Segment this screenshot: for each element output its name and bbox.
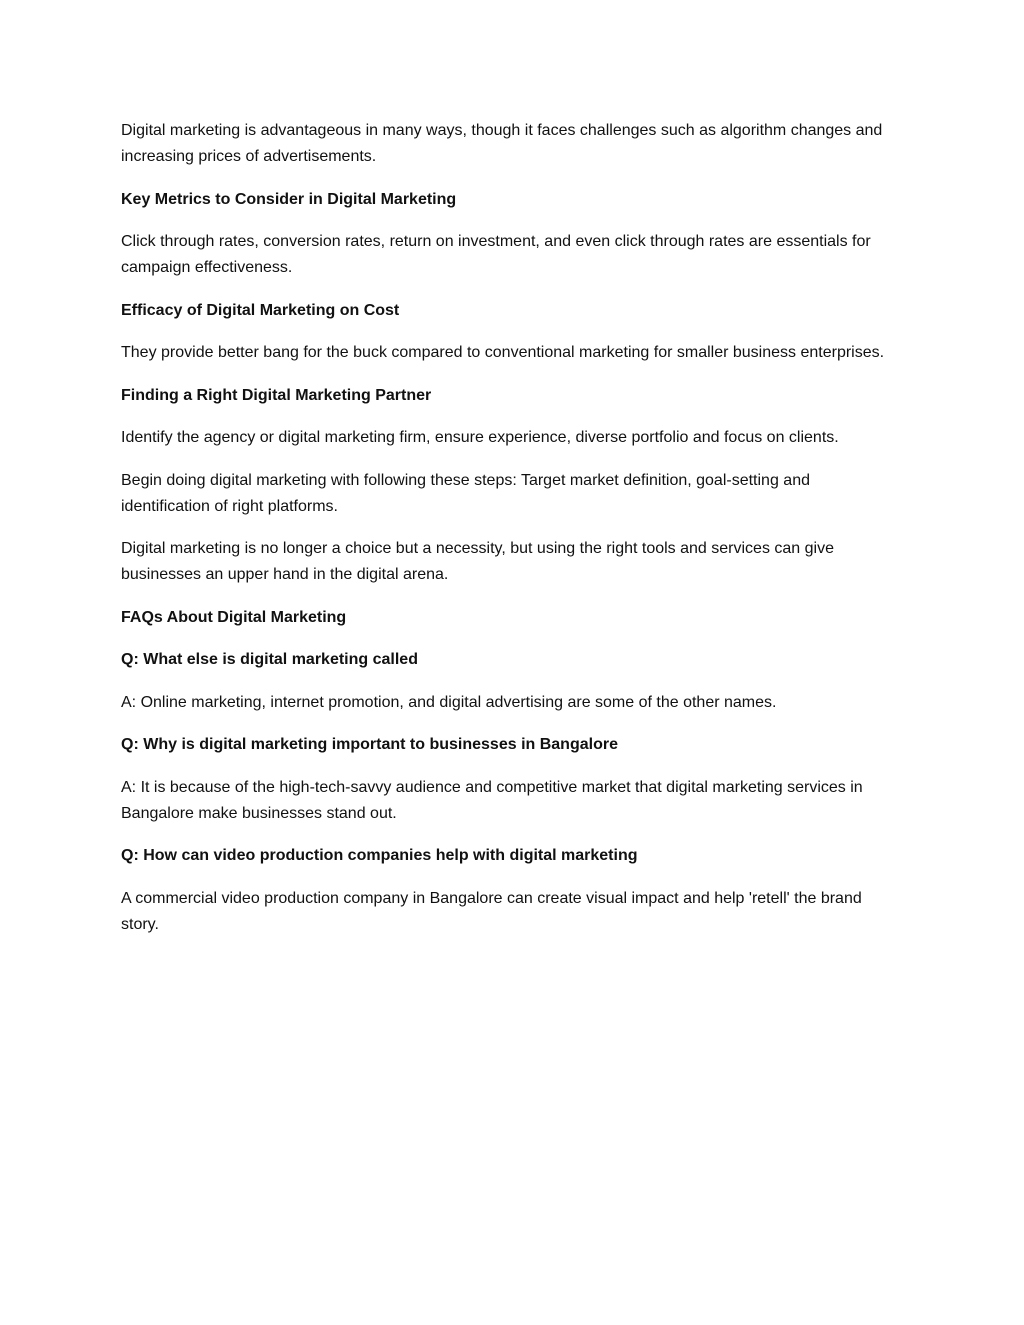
faq-question-1: Q: What else is digital marketing called — [121, 651, 418, 668]
section-heading-faqs: FAQs About Digital Marketing — [121, 608, 347, 626]
faq-answer-3: A commercial video production company in Bangalore can create visual impact and help 'retell' the brand story. — [121, 889, 862, 933]
necessity-paragraph: Digital marketing is no longer a choice but a necessity, but using the right tools and services can give businesses an upper hand in the digital arena. — [121, 540, 834, 583]
faq-question-2: Q: Why is digital marketing important to businesses in Bangalore — [121, 736, 618, 753]
faq-question-3: Q: How can video production companies help with digital marketing — [121, 847, 638, 864]
faq-answer-1: A: Online marketing, internet promotion, and digital advertising are some of the other names. — [121, 693, 777, 711]
section-heading-cost-efficacy: Efficacy of Digital Marketing on Cost — [121, 301, 400, 319]
section-heading-key-metrics: Key Metrics to Consider in Digital Marketing — [121, 190, 457, 208]
document-body — [121, 118, 896, 954]
section-heading-partner: Finding a Right Digital Marketing Partner — [121, 386, 432, 404]
cost-efficacy-paragraph: They provide better bang for the buck compared to conventional marketing for smaller business enterprises. — [121, 344, 885, 361]
steps-paragraph: Begin doing digital marketing with following these steps: Target market definition, goal-setting and identification of right platforms. — [121, 471, 810, 515]
intro-paragraph: Digital marketing is advantageous in many ways, though it faces challenges such as algorithm changes and increasing prices of advertisements. — [121, 122, 883, 165]
partner-paragraph: Identify the agency or digital marketing firm, ensure experience, diverse portfolio and focus on clients. — [121, 429, 839, 446]
key-metrics-paragraph: Click through rates, conversion rates, return on investment, and even click through rates are essentials for campaign effectiveness. — [121, 233, 871, 276]
faq-answer-2: A: It is because of the high-tech-savvy audience and competitive market that digital marketing services in Bangalore make businesses stand out. — [121, 778, 863, 822]
